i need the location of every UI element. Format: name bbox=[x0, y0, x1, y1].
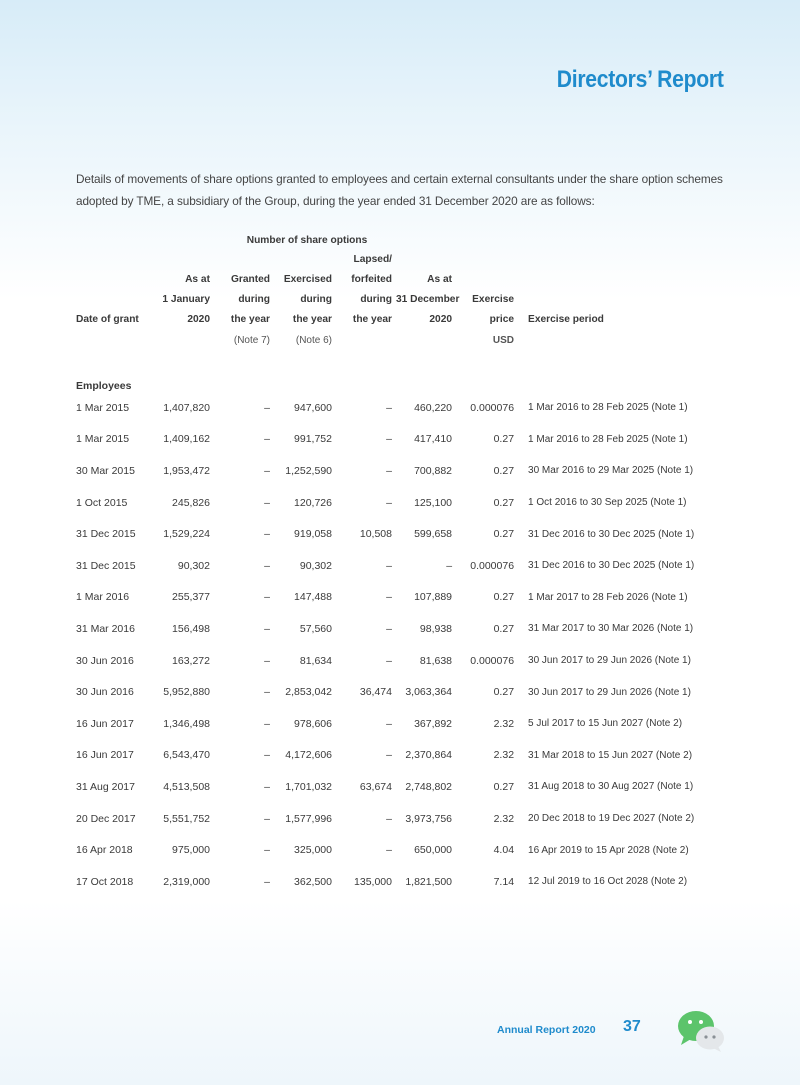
cell-price: 0.000076 bbox=[470, 559, 515, 572]
cell-lapsed: – bbox=[386, 433, 392, 446]
page-number: 37 bbox=[623, 1018, 641, 1035]
cell-lapsed: – bbox=[386, 401, 392, 414]
cell-granted: – bbox=[264, 780, 270, 793]
cell-granted: – bbox=[264, 496, 270, 509]
cell-exercised: 947,600 bbox=[294, 401, 332, 414]
cell-opening: 975,000 bbox=[172, 844, 210, 857]
cell-granted: – bbox=[264, 464, 270, 477]
note-granted: (Note 7) bbox=[233, 335, 270, 346]
share-options-table bbox=[76, 232, 726, 898]
cell-price: 0.27 bbox=[493, 686, 515, 699]
share-options-table-container bbox=[76, 232, 726, 898]
cell-date: 16 Jun 2017 bbox=[76, 717, 134, 730]
col-exercised: Exercised during the year bbox=[283, 274, 332, 325]
table-row bbox=[76, 518, 726, 550]
cell-price: 0.000076 bbox=[470, 401, 515, 414]
cell-exercised: 120,726 bbox=[294, 496, 332, 509]
cell-period: 16 Apr 2019 to 15 Apr 2028 (Note 2) bbox=[528, 844, 689, 856]
table-row bbox=[76, 455, 726, 487]
cell-exercised: 147,488 bbox=[294, 591, 332, 604]
cell-opening: 255,377 bbox=[172, 591, 210, 604]
cell-period: 12 Jul 2019 to 16 Oct 2028 (Note 2) bbox=[528, 876, 688, 888]
cell-lapsed: 36,474 bbox=[359, 686, 392, 699]
cell-granted: – bbox=[264, 749, 270, 762]
section-label: Employees bbox=[76, 380, 132, 392]
cell-opening: 90,302 bbox=[177, 559, 210, 572]
cell-closing: 2,748,802 bbox=[405, 780, 453, 793]
col-opening: As at 1 January 2020 bbox=[162, 274, 210, 325]
cell-closing: 367,892 bbox=[414, 717, 453, 730]
cell-closing: 3,063,364 bbox=[405, 686, 453, 699]
cell-lapsed: 135,000 bbox=[354, 875, 392, 888]
col-exercise-price: Exercise price bbox=[472, 294, 515, 325]
cell-lapsed: – bbox=[386, 749, 392, 762]
cell-period: 1 Mar 2016 to 28 Feb 2025 (Note 1) bbox=[528, 433, 688, 445]
cell-closing: 125,100 bbox=[414, 496, 453, 509]
table-row bbox=[76, 582, 726, 614]
cell-period: 31 Dec 2016 to 30 Dec 2025 (Note 1) bbox=[528, 528, 695, 540]
table-row bbox=[76, 392, 726, 424]
table-row bbox=[76, 550, 726, 582]
group-header bbox=[158, 232, 456, 250]
cell-closing: 460,220 bbox=[414, 401, 453, 414]
table-row bbox=[76, 708, 726, 740]
cell-closing: 417,410 bbox=[414, 433, 453, 446]
cell-lapsed: – bbox=[386, 812, 392, 825]
column-header-row bbox=[76, 250, 726, 330]
notes-row bbox=[76, 330, 726, 352]
cell-price: 0.27 bbox=[493, 591, 515, 604]
cell-lapsed: – bbox=[386, 654, 392, 667]
group-header-row bbox=[76, 232, 726, 250]
table-row bbox=[76, 771, 726, 803]
cell-opening: 1,346,498 bbox=[163, 717, 210, 730]
cell-lapsed: – bbox=[386, 844, 392, 857]
cell-date: 30 Jun 2016 bbox=[76, 654, 134, 667]
cell-closing: 81,638 bbox=[419, 654, 453, 667]
table-row bbox=[76, 487, 726, 519]
cell-opening: 5,952,880 bbox=[163, 686, 210, 699]
cell-price: 4.04 bbox=[493, 844, 515, 857]
cell-opening: 156,498 bbox=[172, 622, 210, 635]
cell-price: 2.32 bbox=[493, 812, 515, 825]
cell-granted: – bbox=[264, 559, 270, 572]
cell-granted: – bbox=[264, 433, 270, 446]
cell-price: 0.000076 bbox=[470, 654, 515, 667]
cell-date: 1 Mar 2015 bbox=[76, 433, 130, 446]
cell-lapsed: – bbox=[386, 496, 392, 509]
cell-opening: 6,543,470 bbox=[163, 749, 210, 762]
table-row bbox=[76, 803, 726, 835]
footer-label: Annual Report 2020 bbox=[497, 1024, 596, 1036]
cell-exercised: 919,058 bbox=[294, 528, 332, 541]
cell-date: 16 Jun 2017 bbox=[76, 749, 134, 762]
table-row bbox=[76, 613, 726, 645]
cell-granted: – bbox=[264, 654, 270, 667]
table-row bbox=[76, 645, 726, 677]
col-granted: Granted during the year bbox=[230, 274, 270, 325]
cell-granted: – bbox=[264, 528, 270, 541]
cell-period: 30 Mar 2016 to 29 Mar 2025 (Note 1) bbox=[528, 465, 694, 477]
cell-opening: 2,319,000 bbox=[163, 875, 210, 888]
cell-period: 31 Dec 2016 to 30 Dec 2025 (Note 1) bbox=[528, 560, 695, 572]
cell-date: 31 Aug 2017 bbox=[76, 780, 135, 793]
cell-period: 31 Mar 2017 to 30 Mar 2026 (Note 1) bbox=[528, 623, 694, 635]
cell-lapsed: – bbox=[386, 622, 392, 635]
cell-granted: – bbox=[264, 686, 270, 699]
cell-price: 0.27 bbox=[493, 464, 515, 477]
col-date-of-grant: Date of grant bbox=[76, 314, 139, 325]
cell-date: 30 Mar 2015 bbox=[76, 464, 135, 477]
wechat-logo-icon bbox=[676, 1008, 726, 1052]
page-title: Directors’ Report bbox=[557, 66, 724, 93]
cell-granted: – bbox=[264, 622, 270, 635]
cell-granted: – bbox=[264, 812, 270, 825]
cell-closing: 650,000 bbox=[414, 844, 453, 857]
cell-granted: – bbox=[264, 401, 270, 414]
table-row bbox=[76, 834, 726, 866]
cell-lapsed: 10,508 bbox=[359, 528, 392, 541]
cell-lapsed: – bbox=[386, 717, 392, 730]
cell-exercised: 325,000 bbox=[294, 844, 332, 857]
cell-exercised: 1,701,032 bbox=[285, 780, 332, 793]
intro-paragraph: Details of movements of share options granted to employees and certain external consultants under the share option schemes adopted by TME, a subsidiary of the Group, during the year ended 31 December 2020 are as follows: bbox=[76, 172, 723, 208]
table-row bbox=[76, 676, 726, 708]
table-row bbox=[76, 866, 726, 898]
cell-period: 1 Mar 2017 to 28 Feb 2026 (Note 1) bbox=[528, 591, 688, 603]
cell-exercised: 978,606 bbox=[294, 717, 332, 730]
section-row-employees bbox=[76, 352, 726, 392]
table-row bbox=[76, 424, 726, 456]
cell-lapsed: – bbox=[386, 591, 392, 604]
cell-closing: 700,882 bbox=[414, 464, 453, 477]
cell-period: 31 Aug 2018 to 30 Aug 2027 (Note 1) bbox=[528, 781, 694, 793]
cell-price: 0.27 bbox=[493, 433, 515, 446]
cell-opening: 5,551,752 bbox=[163, 812, 210, 825]
cell-closing: 599,658 bbox=[414, 528, 453, 541]
group-header-label: Number of share options bbox=[246, 235, 368, 246]
cell-closing: 1,821,500 bbox=[405, 875, 453, 888]
cell-granted: – bbox=[264, 591, 270, 604]
cell-opening: 4,513,508 bbox=[163, 780, 210, 793]
cell-period: 20 Dec 2018 to 19 Dec 2027 (Note 2) bbox=[528, 813, 695, 825]
cell-period: 5 Jul 2017 to 15 Jun 2027 (Note 2) bbox=[528, 718, 683, 730]
cell-period: 30 Jun 2017 to 29 Jun 2026 (Note 1) bbox=[528, 686, 691, 698]
cell-price: 0.27 bbox=[493, 780, 515, 793]
cell-granted: – bbox=[264, 875, 270, 888]
cell-exercised: 81,634 bbox=[299, 654, 332, 667]
cell-price: 0.27 bbox=[493, 496, 515, 509]
cell-opening: 1,953,472 bbox=[163, 464, 210, 477]
cell-closing: 98,938 bbox=[419, 622, 453, 635]
table-body bbox=[76, 392, 726, 898]
cell-closing: 107,889 bbox=[414, 591, 453, 604]
cell-date: 1 Mar 2016 bbox=[76, 591, 130, 604]
col-exercise-period: Exercise period bbox=[528, 314, 604, 325]
cell-lapsed: 63,674 bbox=[359, 780, 392, 793]
cell-exercised: 4,172,606 bbox=[285, 749, 332, 762]
cell-date: 16 Apr 2018 bbox=[76, 844, 133, 857]
cell-exercised: 57,560 bbox=[299, 622, 332, 635]
cell-date: 17 Oct 2018 bbox=[76, 875, 134, 888]
cell-opening: 1,407,820 bbox=[163, 401, 210, 414]
cell-exercised: 1,577,996 bbox=[285, 812, 332, 825]
cell-opening: 1,409,162 bbox=[163, 433, 210, 446]
price-unit: USD bbox=[492, 335, 515, 346]
cell-closing: – bbox=[446, 559, 453, 572]
cell-exercised: 362,500 bbox=[294, 875, 332, 888]
col-lapsed: Lapsed/ forfeited during the year bbox=[351, 254, 392, 325]
cell-date: 20 Dec 2017 bbox=[76, 812, 136, 825]
cell-granted: – bbox=[264, 717, 270, 730]
cell-price: 0.27 bbox=[493, 622, 515, 635]
cell-price: 0.27 bbox=[493, 528, 515, 541]
cell-opening: 245,826 bbox=[172, 496, 210, 509]
cell-closing: 3,973,756 bbox=[405, 812, 453, 825]
cell-date: 31 Mar 2016 bbox=[76, 622, 135, 635]
cell-lapsed: – bbox=[386, 559, 392, 572]
cell-period: 30 Jun 2017 to 29 Jun 2026 (Note 1) bbox=[528, 655, 691, 667]
cell-date: 31 Dec 2015 bbox=[76, 559, 136, 572]
cell-period: 31 Mar 2018 to 15 Jun 2027 (Note 2) bbox=[528, 749, 693, 761]
cell-exercised: 2,853,042 bbox=[285, 686, 332, 699]
cell-price: 2.32 bbox=[493, 749, 515, 762]
cell-exercised: 90,302 bbox=[299, 559, 332, 572]
cell-lapsed: – bbox=[386, 464, 392, 477]
cell-opening: 163,272 bbox=[172, 654, 210, 667]
cell-granted: – bbox=[264, 844, 270, 857]
cell-date: 31 Dec 2015 bbox=[76, 528, 136, 541]
cell-period: 1 Mar 2016 to 28 Feb 2025 (Note 1) bbox=[528, 402, 688, 414]
cell-opening: 1,529,224 bbox=[163, 528, 210, 541]
cell-exercised: 1,252,590 bbox=[285, 464, 332, 477]
cell-date: 30 Jun 2016 bbox=[76, 686, 134, 699]
cell-closing: 2,370,864 bbox=[405, 749, 453, 762]
col-closing: As at 31 December 2020 bbox=[396, 274, 460, 325]
cell-period: 1 Oct 2016 to 30 Sep 2025 (Note 1) bbox=[528, 497, 687, 509]
table-row bbox=[76, 740, 726, 772]
cell-exercised: 991,752 bbox=[294, 433, 332, 446]
cell-date: 1 Mar 2015 bbox=[76, 401, 130, 414]
cell-price: 2.32 bbox=[493, 717, 515, 730]
cell-price: 7.14 bbox=[493, 875, 515, 888]
note-exercised: (Note 6) bbox=[295, 335, 332, 346]
cell-date: 1 Oct 2015 bbox=[76, 496, 128, 509]
